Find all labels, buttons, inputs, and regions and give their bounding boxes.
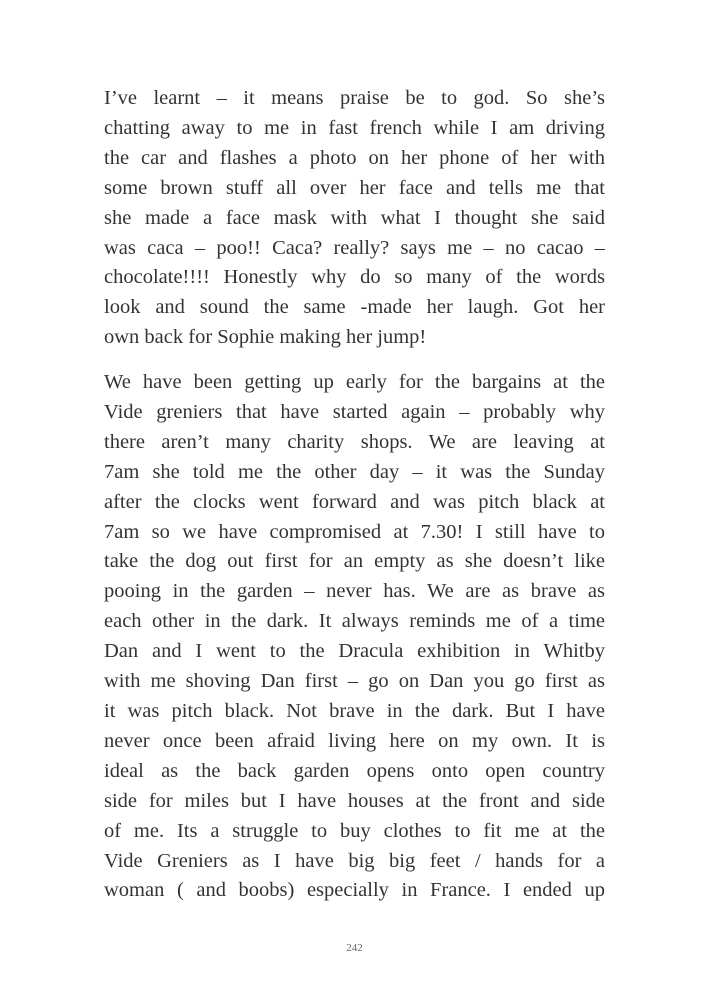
paragraph-line: own back for Sophie making her jump! xyxy=(104,326,427,349)
paragraph-line: it was pitch black. Not brave in the dark. But I have xyxy=(104,699,605,722)
paragraph-line: the car and flashes a photo on her phone of her with xyxy=(104,146,605,169)
paragraph-line: Dan and I went to the Dracula exhibition in Whitby xyxy=(104,640,605,663)
paragraph-line: was caca – poo!! Caca? really? says me – no cacao – xyxy=(104,236,605,259)
paragraph-line: look and sound the same -made her laugh. Got her xyxy=(104,296,605,319)
paragraph-line: We have been getting up early for the bargains at the xyxy=(104,371,605,393)
paragraph-line: each other in the dark. It always reminds me of a time xyxy=(104,610,605,633)
paragraph-line: Vide Greniers as I have big big feet / hands for a xyxy=(104,849,605,872)
paragraph-line: there aren’t many charity shops. We are leaving at xyxy=(104,430,605,453)
paragraph-line: ideal as the back garden opens onto open country xyxy=(104,759,605,782)
paragraph-line: woman ( and boobs) especially in France. I ended up xyxy=(104,879,605,902)
paragraph-line: 7am she told me the other day – it was the Sunday xyxy=(104,460,605,483)
paragraph-line: after the clocks went forward and was pitch black at xyxy=(104,490,605,513)
paragraph-line: I’ve learnt – it means praise be to god. So she’s xyxy=(104,87,605,109)
paragraph-line: chatting away to me in fast french while I am driving xyxy=(104,116,605,139)
paragraph-1 xyxy=(104,84,605,353)
paragraph-line: 7am so we have compromised at 7.30! I still have to xyxy=(104,520,605,543)
paragraph-line: Vide greniers that have started again – probably why xyxy=(104,400,605,423)
paragraph-line: she made a face mask with what I thought she said xyxy=(104,206,605,229)
paragraph-2 xyxy=(104,368,605,906)
page-number: 242 xyxy=(346,942,363,954)
paragraph-line: take the dog out first for an empty as she doesn’t like xyxy=(104,550,605,573)
paragraph-line: chocolate!!!! Honestly why do so many of the words xyxy=(104,266,605,289)
paragraph-line: some brown stuff all over her face and tells me that xyxy=(104,176,605,199)
paragraph-line: with me shoving Dan first – go on Dan you go first as xyxy=(104,670,605,693)
paragraph-line: never once been afraid living here on my own. It is xyxy=(104,729,605,752)
paragraph-line: side for miles but I have houses at the front and side xyxy=(104,789,605,812)
paragraph-line: pooing in the garden – never has. We are as brave as xyxy=(104,580,605,603)
paragraph-line: of me. Its a struggle to buy clothes to fit me at the xyxy=(104,819,605,842)
